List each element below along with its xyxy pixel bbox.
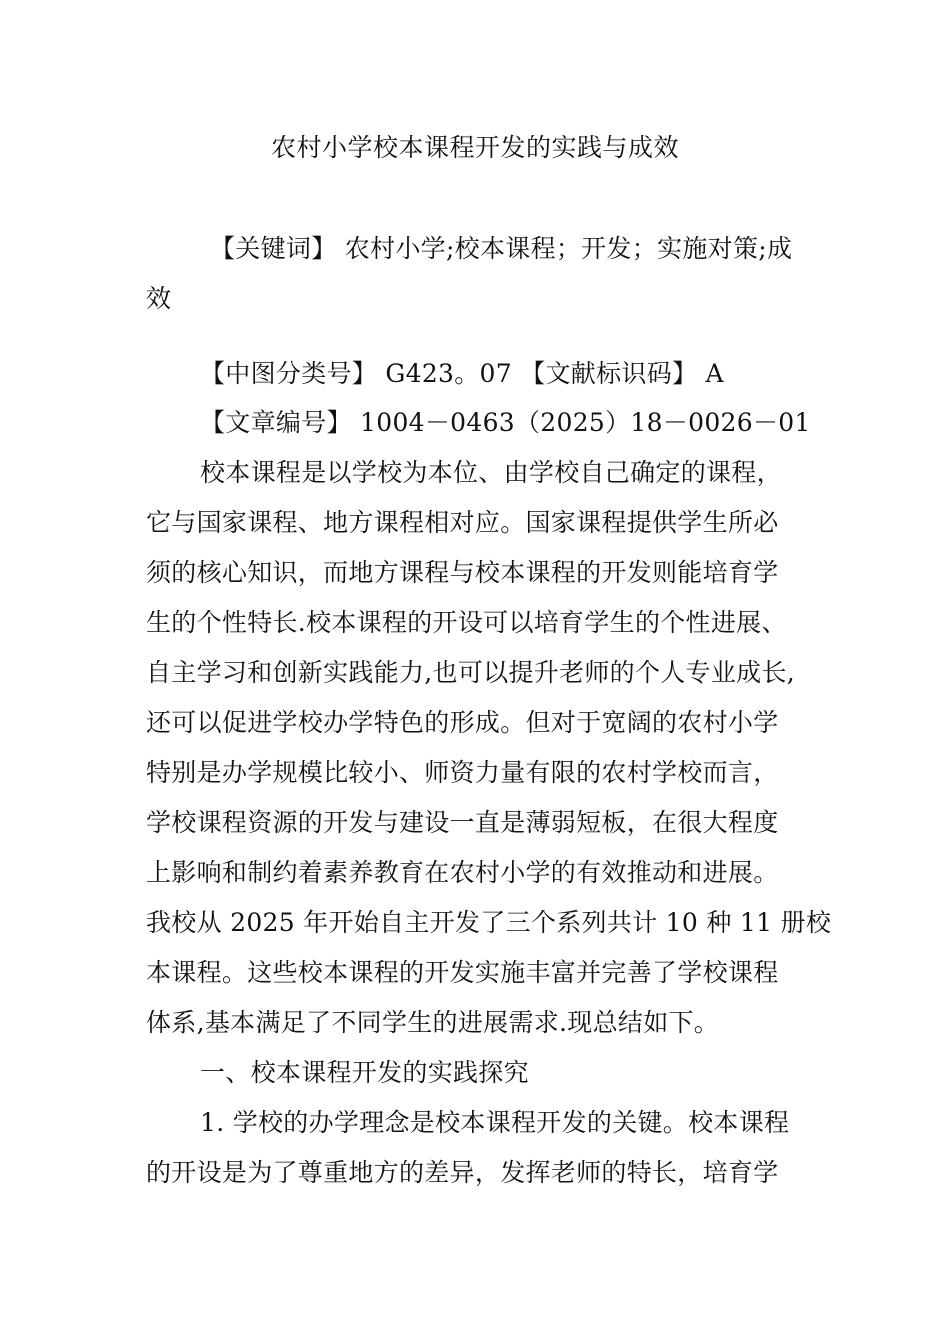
article-number-line: 【文章编号】 1004－0463（2025）18－0026－01 bbox=[200, 408, 811, 437]
paragraph-line: 校本课程是以学校为本位、由学校自己确定的课程， bbox=[200, 458, 782, 487]
classification-line: 【中图分类号】 G423。07 【文献标识码】 A bbox=[200, 359, 724, 388]
paragraph-line: 学校课程资源的开发与建设一直是薄弱短板，在很大程度 bbox=[146, 808, 779, 837]
paragraph-line: 须的核心知识，而地方课程与校本课程的开发则能培育学 bbox=[146, 558, 779, 587]
document-title: 农村小学校本课程开发的实践与成效 bbox=[270, 133, 679, 162]
paragraph-line: 它与国家课程、地方课程相对应。国家课程提供学生所必 bbox=[146, 508, 779, 537]
keywords-line-cont: 效 bbox=[146, 284, 172, 313]
section-heading: 一、校本课程开发的实践探究 bbox=[200, 1058, 529, 1087]
subsection-line: 1. 学校的办学理念是校本课程开发的关键。校本课程 bbox=[200, 1108, 790, 1137]
paragraph-line: 体系,基本满足了不同学生的进展需求.现总结如下。 bbox=[146, 1008, 720, 1037]
paragraph-line: 的开设是为了尊重地方的差异，发挥老师的特长，培育学 bbox=[146, 1158, 779, 1187]
paragraph-line: 生的个性特长.校本课程的开设可以培育学生的个性进展、 bbox=[146, 608, 787, 637]
paragraph-line: 还可以促进学校办学特色的形成。但对于宽阔的农村小学 bbox=[146, 708, 779, 737]
paragraph-line: 本课程。这些校本课程的开发实施丰富并完善了学校课程 bbox=[146, 958, 779, 987]
paragraph-line: 我校从 2025 年开始自主开发了三个系列共计 10 种 11 册校 bbox=[146, 908, 832, 937]
paragraph-line: 自主学习和创新实践能力,也可以提升老师的个人专业成长, bbox=[146, 658, 795, 687]
paragraph-line: 特别是办学规模比较小、师资力量有限的农村学校而言， bbox=[146, 758, 779, 787]
keywords-line: 【关键词】 农村小学;校本课程；开发；实施对策;成 bbox=[210, 234, 793, 263]
paragraph-line: 上影响和制约着素养教育在农村小学的有效推动和进展。 bbox=[146, 858, 779, 887]
